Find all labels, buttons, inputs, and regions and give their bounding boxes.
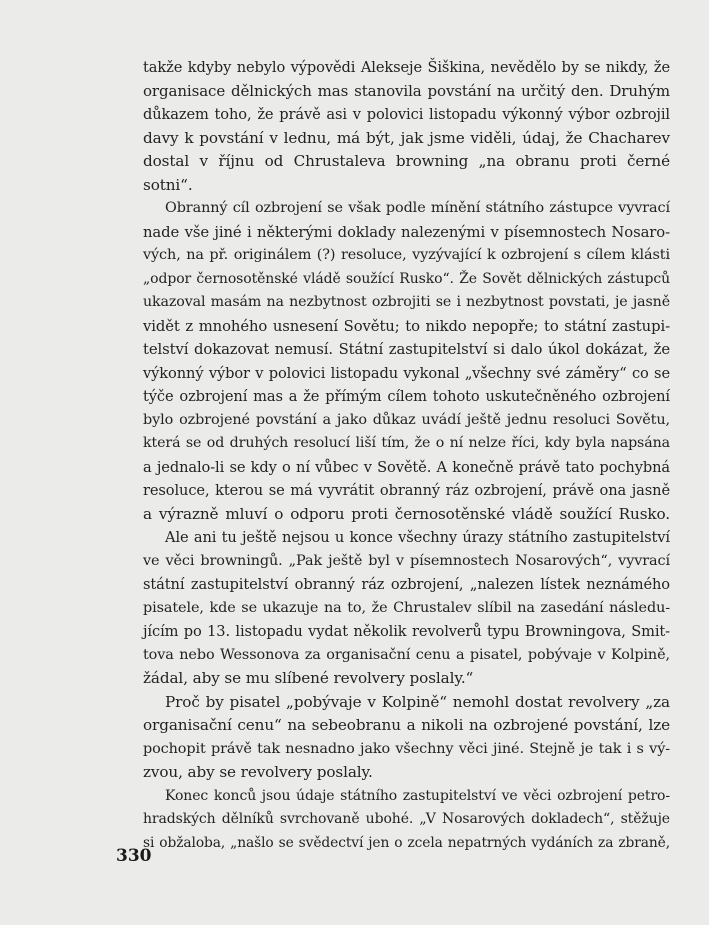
text-line: vých, na př. originálem (?) resoluce, vyzývající k ozbrojení s cílem klásti bbox=[143, 247, 670, 263]
text-line: která se od druhých resolucí liší tím, že o ní nelze říci, kdy byla napsána bbox=[143, 435, 670, 451]
text-line: ukazoval masám na nezbytnost ozbrojiti se i nezbytnost povstati, je jasně bbox=[143, 294, 670, 310]
text-line: davy k povstání v lednu, má být, jak jsme viděli, údaj, že Chacharev bbox=[143, 128, 670, 147]
text-line: si obžaloba, „našlo se svědectví jen o zcela nepatrných vydáních za zbraně, bbox=[143, 834, 670, 851]
text-line: resoluce, kterou se má vyvrátit obranný ráz ozbrojení, právě ona jasně bbox=[143, 482, 670, 499]
text-line: „odpor černosotěnské vládě soužící Rusko“. Že Sovět dělnických zástupců bbox=[143, 270, 670, 287]
text-line: a jednalo-li se kdy o ní vůbec v Sovětě. A konečně právě tato pochybná bbox=[143, 458, 670, 476]
text-line: dostal v říjnu od Chrustaleva browning „na obranu proti černé bbox=[143, 152, 670, 170]
text-line: sotni“. bbox=[143, 175, 193, 194]
text-line: důkazem toho, že právě asi v polovici listopadu výkonný výbor ozbrojil bbox=[143, 106, 670, 123]
text-line: ve věci browningů. „Pak ještě byl v písemnostech Nosarových“, vyvrací bbox=[143, 552, 670, 569]
text-line: jícím po 13. listopadu vydat několik revolverů typu Browningova, Smit- bbox=[143, 623, 670, 640]
text-line: a výrazně mluví o odporu proti černosotěnské vládě soužící Rusko. bbox=[143, 504, 670, 523]
text-line: nade vše jiné i některými doklady nalezenými v písemnostech Nosaro- bbox=[143, 223, 670, 241]
text-line: výkonný výbor v polovici listopadu vykonal „všechny své záměry“ co se bbox=[143, 364, 670, 382]
text-line: Obranný cíl ozbrojení se však podle mínění státního zástupce vyvrací bbox=[165, 200, 670, 216]
body-text bbox=[143, 56, 670, 855]
text-line: týče ozbrojení mas a že přímým cílem tohoto uskutečněného ozbrojení bbox=[143, 388, 670, 405]
text-line: pochopit právě tak nesnadno jako všechny věci jiné. Stejně je tak i s vý- bbox=[143, 740, 670, 757]
text-line: hradských dělníků svrchovaně ubohé. „V Nosarových dokladech“, stěžuje bbox=[143, 811, 670, 827]
text-line: telství dokazovat nemusí. Státní zastupitelství si dalo úkol dokázat, že bbox=[143, 341, 670, 358]
text-line: státní zastupitelství obranný ráz ozbrojení, „nalezen lístek neznámého bbox=[143, 576, 670, 593]
text-line: Konec konců jsou údaje státního zastupitelství ve věci ozbrojení petro- bbox=[165, 787, 670, 804]
text-line: Proč by pisatel „pobývaje v Kolpině“ nemohl dostat revolvery „za bbox=[165, 692, 670, 711]
text-line: organisační cenu“ na sebeobranu a nikoli na ozbrojené povstání, lze bbox=[143, 716, 670, 734]
text-line: organisace dělnických mas stanovila povstání na určitý den. Druhým bbox=[143, 81, 670, 100]
text-line: tova nebo Wessonova za organisační cenu a pisatel, pobývaje v Kolpině, bbox=[143, 646, 670, 663]
text-line: vidět z mnohého usnesení Sovětu; to nikdo nepopře; to státní zastupi- bbox=[143, 317, 670, 335]
text-line: bylo ozbrojené povstání a jako důkaz uvádí ještě jednu resoluci Sovětu, bbox=[143, 411, 670, 428]
text-line: zvou, aby se revolvery poslaly. bbox=[143, 763, 373, 781]
page-number: 330 bbox=[116, 846, 152, 866]
text-line: Ale ani tu ještě nejsou u konce všechny úrazy státního zastupitelství bbox=[165, 529, 670, 546]
text-line: takže kdyby nebylo výpovědi Alekseje Šiškina, nevědělo by se nikdy, že bbox=[143, 59, 670, 76]
text-line: pisatele, kde se ukazuje na to, že Chrustalev slíbil na zasedání následu- bbox=[143, 599, 670, 616]
text-line: žádal, aby se mu slíbené revolvery poslaly.“ bbox=[143, 669, 474, 687]
